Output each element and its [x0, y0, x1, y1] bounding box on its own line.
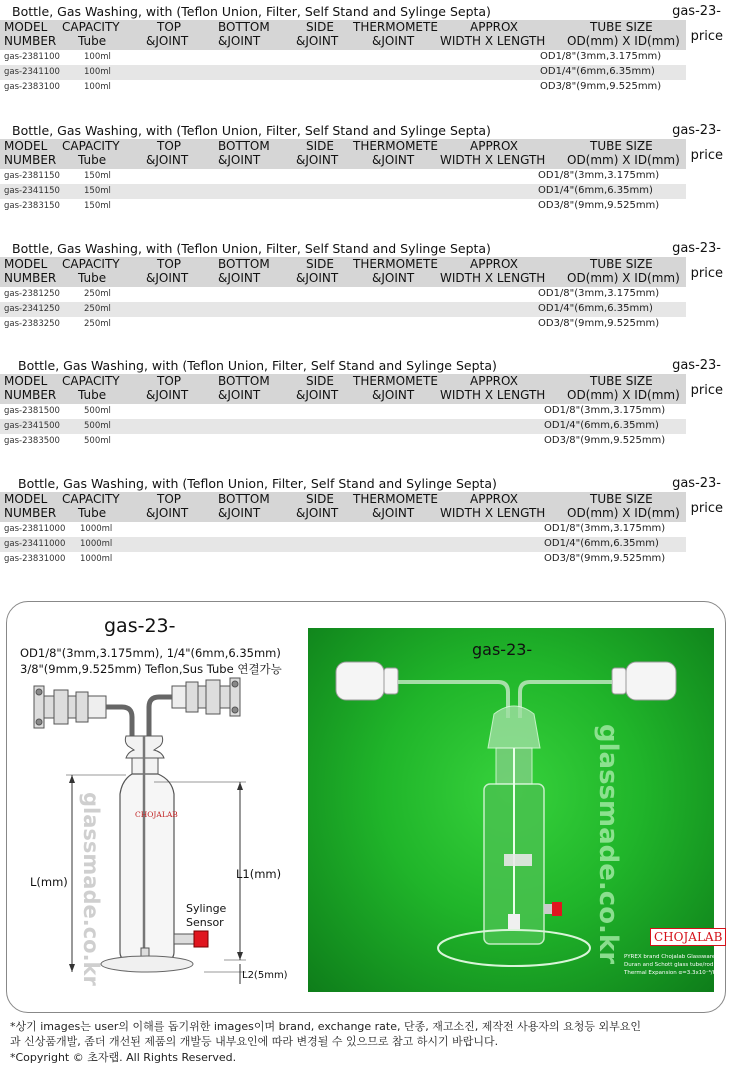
header-model: MODEL — [4, 374, 48, 388]
header-top: TOP — [157, 20, 182, 34]
header-approx: APPROX — [470, 20, 518, 34]
model-number: gas-2381150 — [4, 171, 60, 181]
label-l1: L1(mm) — [236, 867, 282, 881]
photo-code: gas-23- — [472, 640, 533, 659]
header-side: SIDE — [306, 492, 334, 506]
model-number: gas-2341250 — [4, 304, 60, 314]
table-row — [0, 404, 686, 419]
header-approx: WIDTH X LENGTH — [440, 388, 546, 402]
product-section — [0, 241, 735, 349]
header-bottom: BOTTOM — [218, 374, 270, 388]
header-top: TOP — [157, 374, 182, 388]
tube-size: OD1/8"(3mm,3.175mm) — [540, 51, 662, 62]
capacity: 500ml — [84, 436, 111, 446]
tube-size: OD3/8"(9mm,9.525mm) — [540, 81, 662, 92]
note-line-1: *상기 images는 user의 이해를 돕기위한 images이며 brand, exchange rate, 단종, 재고소진, 제작전 사용자의 요청등 외부요인 — [10, 1020, 641, 1033]
section-code: gas-23- — [672, 241, 721, 256]
header-tube: TUBE SIZE — [590, 492, 653, 506]
diagram-logo: CHOJALAB — [135, 810, 178, 819]
header-top: &JOINT — [146, 34, 189, 48]
section-code: gas-23- — [672, 4, 721, 19]
header-thermo: &JOINT — [372, 506, 415, 520]
table-row — [0, 522, 686, 537]
header-bottom: &JOINT — [218, 506, 261, 520]
header-thermo: &JOINT — [372, 153, 415, 167]
photo-caption-2: Duran and Schott glass tube/rod — [624, 962, 714, 968]
note-line-2: 과 신상품개발, 좀더 개선된 제품의 개발등 내부요인에 따라 변경될 수 있으므로 참고 하시기 바랍니다. — [10, 1035, 499, 1048]
header-thermo: THERMOMETE — [353, 374, 438, 388]
header-bottom: &JOINT — [218, 271, 261, 285]
section-code: gas-23- — [672, 358, 721, 373]
table-header — [0, 257, 686, 287]
product-section — [0, 358, 735, 466]
table-row — [0, 199, 686, 214]
section-title: Bottle, Gas Washing, with (Teflon Union, Filter, Self Stand and Sylinge Septa) — [18, 476, 497, 491]
tube-size: OD3/8"(9mm,9.525mm) — [544, 435, 666, 446]
model-number: gas-2383100 — [4, 82, 60, 92]
table-row — [0, 434, 686, 449]
header-approx: APPROX — [470, 374, 518, 388]
capacity: 100ml — [84, 67, 111, 77]
header-tube: OD(mm) X ID(mm) — [567, 34, 680, 48]
header-model: NUMBER — [4, 271, 57, 285]
header-price: price — [690, 148, 723, 163]
header-thermo: THERMOMETE — [353, 139, 438, 153]
table-row — [0, 184, 686, 199]
header-bottom: &JOINT — [218, 388, 261, 402]
model-number: gas-2381100 — [4, 52, 60, 62]
header-side: &JOINT — [296, 388, 339, 402]
capacity: 150ml — [84, 186, 111, 196]
header-tube: TUBE SIZE — [590, 257, 653, 271]
model-number: gas-2341150 — [4, 186, 60, 196]
header-approx: APPROX — [470, 492, 518, 506]
tube-size: OD1/8"(3mm,3.175mm) — [538, 288, 660, 299]
header-approx: WIDTH X LENGTH — [440, 271, 546, 285]
copyright-text: *Copyright © 초자랩. All Rights Reserved. — [10, 1051, 237, 1064]
product-photo — [308, 628, 723, 992]
header-capacity: Tube — [78, 271, 107, 285]
diagram-title: gas-23- — [104, 615, 176, 637]
header-approx: WIDTH X LENGTH — [440, 506, 546, 520]
product-section — [0, 123, 735, 231]
header-side: SIDE — [306, 20, 334, 34]
header-thermo: THERMOMETE — [353, 492, 438, 506]
header-capacity: Tube — [78, 506, 107, 520]
bottle-diagram — [14, 672, 304, 1002]
product-section — [0, 4, 735, 112]
capacity: 1000ml — [80, 539, 113, 549]
table-row — [0, 302, 686, 317]
model-number: gas-23811000 — [4, 524, 66, 534]
capacity: 100ml — [84, 52, 111, 62]
header-top: &JOINT — [146, 271, 189, 285]
header-capacity: CAPACITY — [62, 139, 120, 153]
photo-logo: CHOJALAB — [650, 928, 726, 946]
header-model: MODEL — [4, 257, 48, 271]
tube-size: OD3/8"(9mm,9.525mm) — [544, 553, 666, 564]
header-capacity: Tube — [78, 388, 107, 402]
section-title: Bottle, Gas Washing, with (Teflon Union, Filter, Self Stand and Sylinge Septa) — [12, 4, 491, 19]
header-bottom: BOTTOM — [218, 492, 270, 506]
header-model: MODEL — [4, 139, 48, 153]
tube-size: OD3/8"(9mm,9.525mm) — [538, 318, 660, 329]
header-top: &JOINT — [146, 388, 189, 402]
header-price: price — [690, 383, 723, 398]
header-tube: TUBE SIZE — [590, 20, 653, 34]
table-header — [0, 492, 686, 522]
header-model: NUMBER — [4, 388, 57, 402]
header-approx: APPROX — [470, 139, 518, 153]
tube-size: OD1/4"(6mm,6.35mm) — [544, 538, 659, 549]
header-approx: WIDTH X LENGTH — [440, 34, 546, 48]
header-price: price — [690, 29, 723, 44]
header-side: SIDE — [306, 257, 334, 271]
capacity: 250ml — [84, 304, 111, 314]
model-number: gas-23411000 — [4, 539, 66, 549]
header-capacity: Tube — [78, 34, 107, 48]
tube-size: OD1/4"(6mm,6.35mm) — [538, 303, 653, 314]
tube-size: OD1/8"(3mm,3.175mm) — [544, 405, 666, 416]
header-approx: APPROX — [470, 257, 518, 271]
header-top: &JOINT — [146, 153, 189, 167]
header-side: SIDE — [306, 374, 334, 388]
table-row — [0, 169, 686, 184]
spec-line-2: 3/8"(9mm,9.525mm) Teflon,Sus Tube 연결가능 — [20, 662, 282, 676]
diagram-watermark: glassmade.co.kr — [79, 792, 103, 986]
tube-size: OD3/8"(9mm,9.525mm) — [538, 200, 660, 211]
header-tube: OD(mm) X ID(mm) — [567, 271, 680, 285]
header-top: &JOINT — [146, 506, 189, 520]
capacity: 1000ml — [80, 554, 113, 564]
header-bottom: BOTTOM — [218, 139, 270, 153]
header-bottom: &JOINT — [218, 153, 261, 167]
header-price: price — [690, 266, 723, 281]
header-top: TOP — [157, 492, 182, 506]
header-side: &JOINT — [296, 34, 339, 48]
header-top: TOP — [157, 257, 182, 271]
tube-size: OD1/4"(6mm,6.35mm) — [544, 420, 659, 431]
header-approx: WIDTH X LENGTH — [440, 153, 546, 167]
header-tube: OD(mm) X ID(mm) — [567, 153, 680, 167]
header-model: MODEL — [4, 20, 48, 34]
model-number: gas-2341100 — [4, 67, 60, 77]
header-tube: OD(mm) X ID(mm) — [567, 506, 680, 520]
capacity: 250ml — [84, 289, 111, 299]
label-l: L(mm) — [30, 875, 68, 889]
table-row — [0, 80, 686, 95]
header-model: NUMBER — [4, 153, 57, 167]
capacity: 500ml — [84, 406, 111, 416]
capacity: 100ml — [84, 82, 111, 92]
label-l2: L2(5mm) — [242, 970, 288, 981]
header-thermo: THERMOMETE — [353, 20, 438, 34]
section-code: gas-23- — [672, 476, 721, 491]
table-row — [0, 50, 686, 65]
section-title: Bottle, Gas Washing, with (Teflon Union, Filter, Self Stand and Sylinge Septa) — [12, 241, 491, 256]
label-sensor-2: Sensor — [186, 916, 224, 929]
header-tube: OD(mm) X ID(mm) — [567, 388, 680, 402]
right-union-fitting — [172, 678, 240, 716]
header-model: NUMBER — [4, 34, 57, 48]
header-bottom: BOTTOM — [218, 257, 270, 271]
tube-size: OD1/8"(3mm,3.175mm) — [544, 523, 666, 534]
tube-size: OD1/4"(6mm,6.35mm) — [540, 66, 655, 77]
photo-watermark: glassmade.co.kr — [593, 724, 623, 965]
header-price: price — [690, 501, 723, 516]
model-number: gas-2381250 — [4, 289, 60, 299]
header-side: &JOINT — [296, 506, 339, 520]
table-row — [0, 419, 686, 434]
label-sensor-1: Sylinge — [186, 902, 227, 915]
photo-caption-3: Thermal Expansion α=3.3x10⁻⁶/K — [624, 970, 717, 976]
header-thermo: &JOINT — [372, 271, 415, 285]
table-row — [0, 537, 686, 552]
capacity: 1000ml — [80, 524, 113, 534]
header-capacity: CAPACITY — [62, 374, 120, 388]
photo-caption-1: PYREX brand Chojalab Glassware — [624, 954, 716, 960]
header-tube: TUBE SIZE — [590, 139, 653, 153]
header-thermo: THERMOMETE — [353, 257, 438, 271]
header-capacity: CAPACITY — [62, 257, 120, 271]
header-bottom: BOTTOM — [218, 20, 270, 34]
table-row — [0, 287, 686, 302]
table-header — [0, 374, 686, 404]
table-row — [0, 65, 686, 80]
header-thermo: &JOINT — [372, 34, 415, 48]
table-row — [0, 552, 686, 567]
product-section — [0, 476, 735, 584]
model-number: gas-2383250 — [4, 319, 60, 329]
capacity: 250ml — [84, 319, 111, 329]
spec-line-1: OD1/8"(3mm,3.175mm), 1/4"(6mm,6.35mm) — [20, 646, 281, 660]
left-union-fitting — [34, 686, 106, 728]
header-top: TOP — [157, 139, 182, 153]
header-side: &JOINT — [296, 271, 339, 285]
model-number: gas-2381500 — [4, 406, 60, 416]
section-title: Bottle, Gas Washing, with (Teflon Union, Filter, Self Stand and Sylinge Septa) — [12, 123, 491, 138]
section-title: Bottle, Gas Washing, with (Teflon Union, Filter, Self Stand and Sylinge Septa) — [18, 358, 497, 373]
header-tube: TUBE SIZE — [590, 374, 653, 388]
header-side: &JOINT — [296, 153, 339, 167]
table-header — [0, 20, 686, 50]
model-number: gas-23831000 — [4, 554, 66, 564]
header-bottom: &JOINT — [218, 34, 261, 48]
model-number: gas-2383150 — [4, 201, 60, 211]
header-thermo: &JOINT — [372, 388, 415, 402]
capacity: 150ml — [84, 201, 111, 211]
capacity: 500ml — [84, 421, 111, 431]
model-number: gas-2341500 — [4, 421, 60, 431]
tube-size: OD1/4"(6mm,6.35mm) — [538, 185, 653, 196]
header-side: SIDE — [306, 139, 334, 153]
header-capacity: CAPACITY — [62, 20, 120, 34]
section-code: gas-23- — [672, 123, 721, 138]
tube-size: OD1/8"(3mm,3.175mm) — [538, 170, 660, 181]
header-capacity: CAPACITY — [62, 492, 120, 506]
header-capacity: Tube — [78, 153, 107, 167]
model-number: gas-2383500 — [4, 436, 60, 446]
header-model: NUMBER — [4, 506, 57, 520]
capacity: 150ml — [84, 171, 111, 181]
header-model: MODEL — [4, 492, 48, 506]
table-row — [0, 317, 686, 332]
table-header — [0, 139, 686, 169]
